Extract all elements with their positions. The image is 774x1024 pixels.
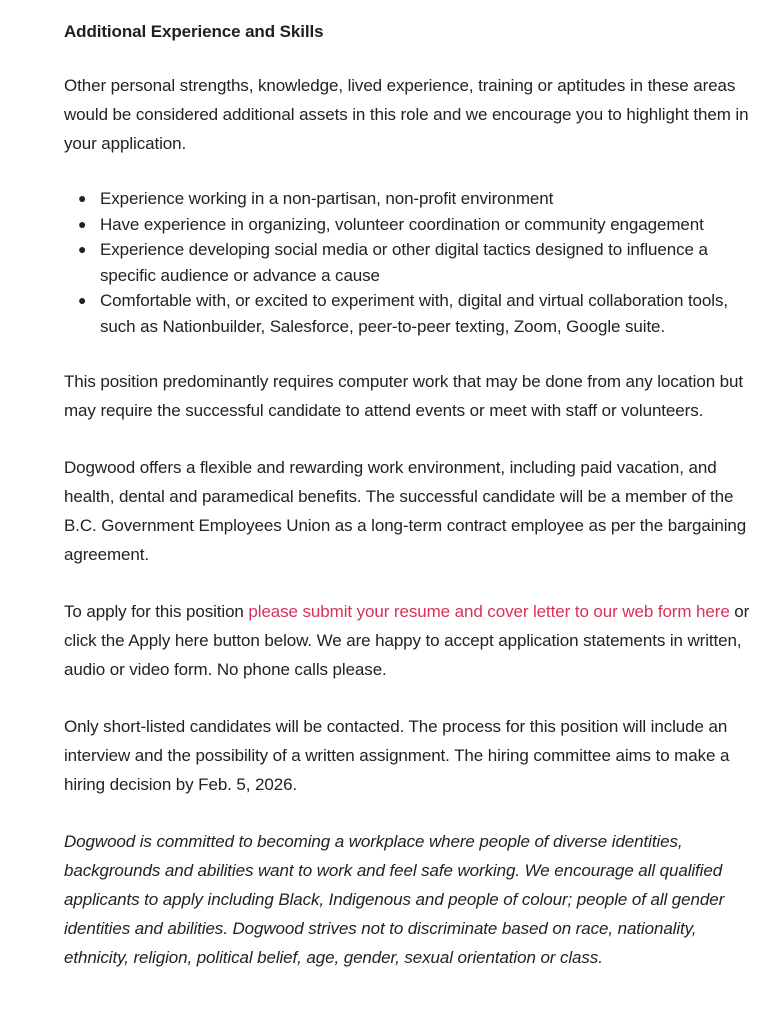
- process-paragraph: Only short-listed candidates will be contacted. The process for this position will include an interview and the possibility of a written assignment. The hiring committee aims to make a hiring decision by Feb. 5, 2026.: [64, 717, 730, 794]
- list-item-text: Experience working in a non-partisan, non-profit environment: [100, 189, 554, 208]
- bullet-icon: ●: [78, 292, 87, 308]
- list-item-text: Comfortable with, or excited to experiment with, digital and virtual collaboration tools, such as Nationbuilder, Salesforce, peer-to-peer texting, Zoom, Google suite.: [100, 291, 728, 336]
- intro-paragraph: Other personal strengths, knowledge, lived experience, training or aptitudes in these areas would be considered additional assets in this role and we encourage you to highlight them in your application.: [64, 76, 749, 153]
- location-paragraph: This position predominantly requires computer work that may be done from any location but may require the successful candidate to attend events or meet with staff or volunteers.: [64, 372, 744, 420]
- list-item: [78, 237, 764, 288]
- list-item: [78, 288, 764, 339]
- apply-suffix: or click the Apply here button below. We are happy to accept application statements in written, audio or video form. No phone calls please.: [64, 602, 750, 679]
- section-heading: Additional Experience and Skills: [64, 22, 324, 41]
- web-form-link[interactable]: please submit your resume and cover letter to our web form here: [248, 602, 730, 621]
- list-item: [78, 212, 764, 238]
- apply-prefix: To apply for this position: [64, 602, 249, 621]
- bullet-icon: ●: [78, 215, 87, 232]
- apply-paragraph: [64, 597, 764, 684]
- bullet-icon: ●: [78, 190, 87, 206]
- benefits-paragraph: Dogwood offers a flexible and rewarding work environment, including paid vacation, and health, dental and paramedical benefits. The successful candidate will be a member of the B.C. Government Employees Union as a long-term contract employee as per the bargaining agreement.: [64, 458, 747, 564]
- list-item-text: Have experience in organizing, volunteer coordination or community engagement: [100, 214, 704, 234]
- equity-statement: Dogwood is committed to becoming a workplace where people of diverse identities, backgrounds and abilities want to work and feel safe working. We encourage all qualified applicants to apply including Black, Indigenous and people of colour; people of all gender identities and abilities. Dogwood strives not to discriminate based on race, nationality, ethnicity, religion, political belief, age, gender, sexual orientation or class.: [64, 832, 725, 967]
- assets-list: [64, 186, 764, 339]
- list-item: [78, 186, 764, 212]
- job-posting-section: [64, 17, 764, 1000]
- list-item-text: Experience developing social media or other digital tactics designed to influence a specific audience or advance a cause: [100, 240, 708, 285]
- bullet-icon: ●: [78, 241, 87, 257]
